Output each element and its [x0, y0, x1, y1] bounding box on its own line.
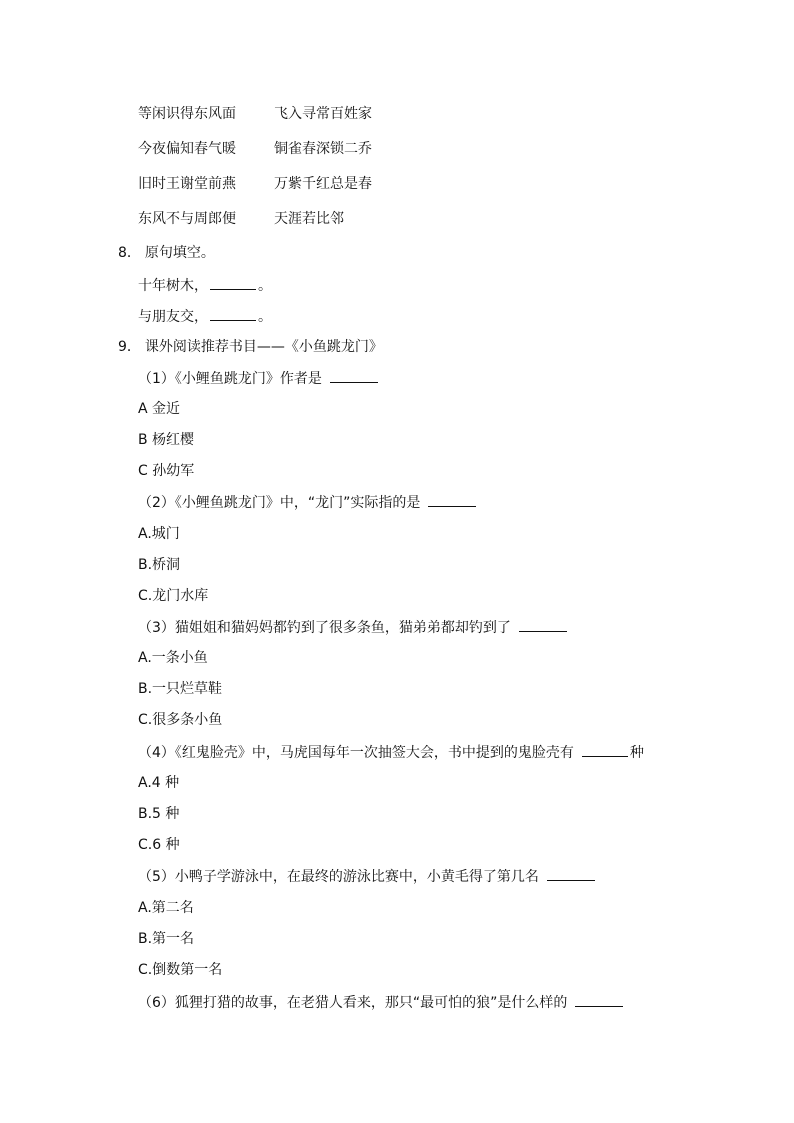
- subquestion-stem-text: （4）《红鬼脸壳》中，马虎国每年一次抽签大会，书中提到的鬼脸壳有: [138, 745, 574, 761]
- option-b[interactable]: B 杨红樱: [138, 432, 195, 448]
- option-a[interactable]: A.城门: [138, 526, 180, 542]
- option-c[interactable]: C.倒数第一名: [138, 962, 223, 978]
- matching-left-line: 东风不与周郎便: [138, 211, 236, 227]
- subquestion-stem-text: （5）小鸭子学游泳中，在最终的游泳比赛中，小黄毛得了第几名: [138, 869, 539, 885]
- subquestion-1-stem: [138, 368, 380, 388]
- option-b[interactable]: B.5 种: [138, 806, 180, 822]
- subquestion-5-stem: [138, 866, 597, 886]
- option-a[interactable]: A 金近: [138, 401, 181, 417]
- subquestion-stem-text: （3）猫姐姐和猫妈妈都钓到了很多条鱼，猫弟弟都却钓到了: [138, 620, 511, 636]
- answer-blank[interactable]: [547, 866, 595, 881]
- answer-blank[interactable]: [428, 492, 476, 507]
- subquestion-2-stem: [138, 492, 478, 512]
- option-c[interactable]: C 孙幼军: [138, 463, 195, 479]
- subquestion-3-stem: [138, 617, 569, 637]
- option-c[interactable]: C.6 种: [138, 837, 180, 853]
- question-title: 原句填空。: [144, 245, 215, 261]
- stem-suffix: 种: [629, 745, 644, 761]
- fill-prefix: 与朋友交，: [138, 309, 208, 325]
- answer-blank[interactable]: [575, 992, 623, 1007]
- matching-right-line: 铜雀春深锁二乔: [274, 141, 372, 157]
- subquestion-stem-text: （6）狐狸打猎的故事，在老猎人看来，那只“最可怕的狼”是什么样的: [138, 995, 568, 1011]
- question-8-heading: [118, 243, 215, 263]
- matching-right-line: 飞入寻常百姓家: [274, 106, 372, 122]
- matching-left-line: 旧时王谢堂前燕: [138, 176, 236, 192]
- answer-blank[interactable]: [582, 742, 628, 757]
- subquestion-4-stem: [138, 742, 644, 762]
- option-c[interactable]: C.龙门水库: [138, 588, 209, 604]
- question-number: 8．: [118, 245, 141, 261]
- matching-right-line: 天涯若比邻: [274, 211, 344, 227]
- option-c[interactable]: C.很多条小鱼: [138, 712, 223, 728]
- matching-right-line: 万紫千红总是春: [274, 176, 372, 192]
- subquestion-6-stem: [138, 992, 625, 1012]
- subquestion-stem-text: （2）《小鲤鱼跳龙门》中，“龙门”实际指的是: [138, 495, 421, 511]
- answer-blank[interactable]: [330, 368, 378, 383]
- option-a[interactable]: A.第二名: [138, 900, 194, 916]
- fill-in-line-1: [138, 275, 272, 295]
- option-b[interactable]: B.一只烂草鞋: [138, 681, 223, 697]
- question-9-heading: [118, 337, 383, 357]
- question-number: 9．: [118, 339, 141, 355]
- fill-prefix: 十年树木，: [138, 278, 208, 294]
- option-a[interactable]: A.4 种: [138, 775, 180, 791]
- answer-blank[interactable]: [210, 275, 256, 290]
- answer-blank[interactable]: [210, 306, 256, 321]
- option-a[interactable]: A.一条小鱼: [138, 650, 208, 666]
- question-title: 课外阅读推荐书目——《小鱼跳龙门》: [144, 339, 383, 355]
- fill-suffix: 。: [258, 278, 272, 294]
- option-b[interactable]: B.桥洞: [138, 557, 181, 573]
- fill-suffix: 。: [258, 309, 272, 325]
- fill-in-line-2: [138, 306, 272, 326]
- subquestion-stem-text: （1）《小鲤鱼跳龙门》作者是: [138, 371, 322, 387]
- answer-blank[interactable]: [519, 617, 567, 632]
- option-b[interactable]: B.第一名: [138, 931, 195, 947]
- matching-left-line: 等闲识得东风面: [138, 106, 236, 122]
- matching-left-line: 今夜偏知春气暖: [138, 141, 236, 157]
